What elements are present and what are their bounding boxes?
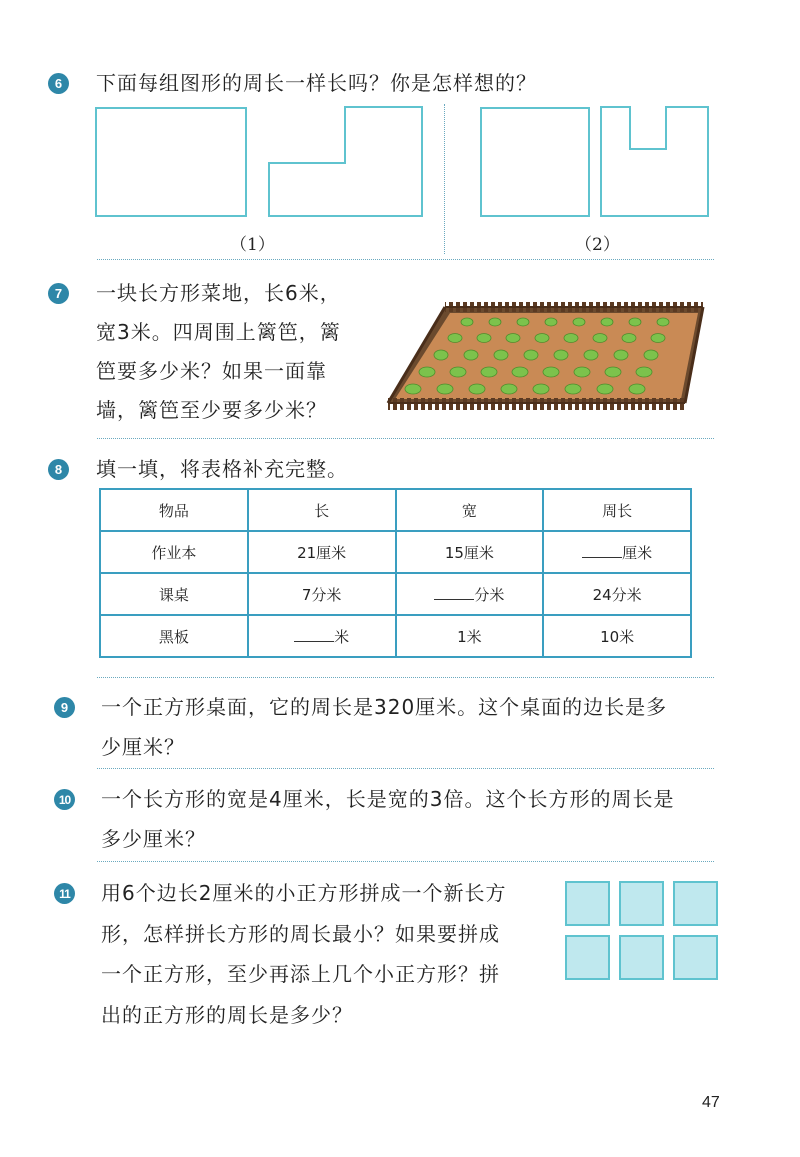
question-7-line-4: 墙，篱笆至少要多少米？ [96, 398, 327, 422]
separator-4 [97, 768, 714, 769]
question-7-line-1: 一块长方形菜地，长6米， [96, 281, 341, 305]
small-square [565, 935, 610, 980]
question-10-number: 10 [54, 789, 75, 810]
question-7-line-3: 笆要多少米？如果一面靠 [96, 359, 327, 383]
table-row [100, 615, 691, 657]
header-perimeter: 周长 [543, 489, 691, 531]
question-9-line-1: 一个正方形桌面，它的周长是320厘米。这个桌面的边长是多 [101, 695, 668, 719]
group2-notched-shape [600, 106, 710, 218]
group1-notched-shape [268, 106, 424, 218]
question-9-number: 9 [54, 697, 75, 718]
small-square [565, 881, 610, 926]
separator-2 [97, 438, 714, 439]
header-item: 物品 [100, 489, 248, 531]
table-row [100, 531, 691, 573]
group2-rectangle [480, 107, 590, 217]
cell-length: 7分米 [248, 573, 396, 615]
group1-caption: （1） [230, 235, 275, 255]
cell-width [396, 573, 544, 615]
cell-perimeter: 10米 [543, 615, 691, 657]
question-9-line-2: 少厘米？ [101, 735, 185, 759]
question-6-number: 6 [48, 73, 69, 94]
question-11-line-4: 出的正方形的周长是多少？ [101, 1003, 353, 1027]
question-11-line-1: 用6个边长2厘米的小正方形拼成一个新长方 [101, 881, 507, 905]
page-number: 47 [702, 1094, 720, 1111]
cell-perimeter [543, 531, 691, 573]
question-10-line-1: 一个长方形的宽是4厘米，长是宽的3倍。这个长方形的周长是 [101, 787, 675, 811]
unit-label: 厘米 [622, 543, 653, 562]
group1-rectangle [95, 107, 247, 217]
question-6-text: 下面每组图形的周长一样长吗？你是怎样想的？ [96, 71, 537, 95]
question-10-line-2: 多少厘米？ [101, 827, 206, 851]
header-length: 长 [248, 489, 396, 531]
cell-item: 作业本 [100, 531, 248, 573]
header-width: 宽 [396, 489, 544, 531]
small-square [619, 881, 664, 926]
cell-perimeter: 24分米 [543, 573, 691, 615]
answer-blank[interactable] [294, 627, 334, 642]
small-square [673, 881, 718, 926]
separator-5 [97, 861, 714, 862]
question-7-number: 7 [48, 283, 69, 304]
question-8-number: 8 [48, 459, 69, 480]
unit-label: 分米 [474, 585, 505, 604]
table-row [100, 573, 691, 615]
question-11-number: 11 [54, 883, 75, 904]
small-square [619, 935, 664, 980]
table-header-row [100, 489, 691, 531]
answer-blank[interactable] [582, 543, 622, 558]
vegetable-garden-illustration [385, 300, 710, 415]
separator-1 [97, 259, 714, 260]
cell-item: 黑板 [100, 615, 248, 657]
group2-caption: （2） [575, 235, 620, 255]
question-11-line-3: 一个正方形，至少再添上几个小正方形？拼 [101, 962, 500, 986]
cell-width: 15厘米 [396, 531, 544, 573]
question-7-line-2: 宽3米。四周围上篱笆，篱 [96, 320, 341, 344]
question-8-text: 填一填，将表格补充完整。 [96, 457, 348, 481]
cell-item: 课桌 [100, 573, 248, 615]
cell-length: 21厘米 [248, 531, 396, 573]
separator-3 [97, 677, 714, 678]
perimeter-table [99, 488, 692, 658]
cell-length [248, 615, 396, 657]
cell-width: 1米 [396, 615, 544, 657]
unit-label: 米 [334, 627, 350, 646]
group-divider [444, 104, 445, 254]
small-square [673, 935, 718, 980]
answer-blank[interactable] [434, 585, 474, 600]
question-11-line-2: 形，怎样拼长方形的周长最小？如果要拼成 [101, 922, 500, 946]
